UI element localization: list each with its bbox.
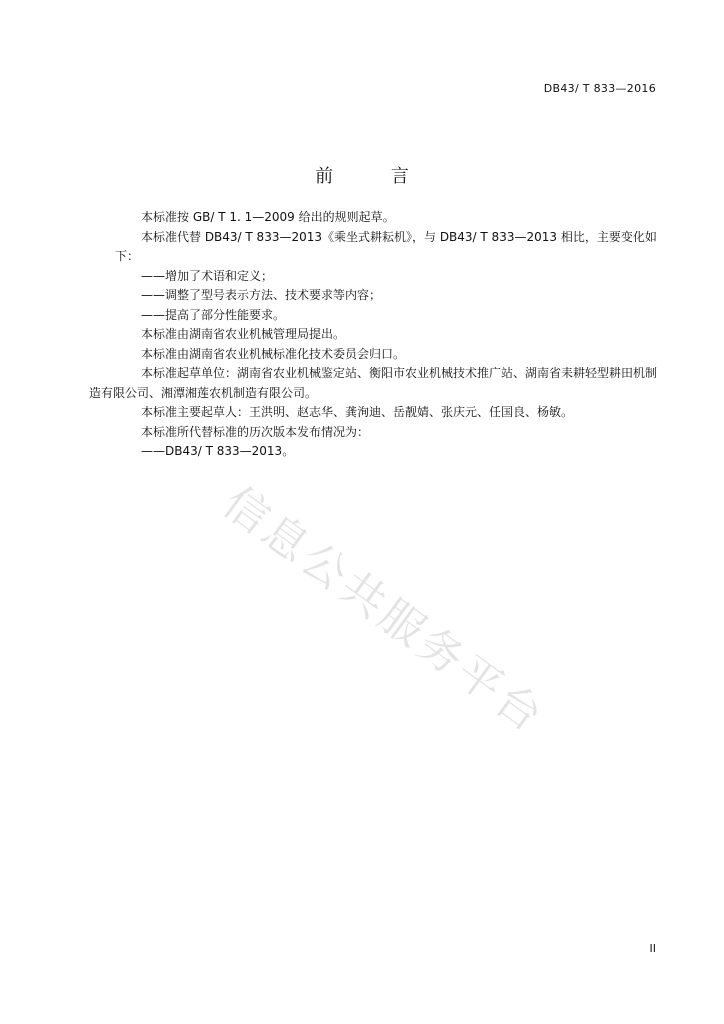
paragraph-drafting-rules: 本标准按 GB/ T 1. 1—2009 给出的规则起草。 bbox=[141, 210, 395, 224]
history-item: ——DB43/ T 833—2013。 bbox=[141, 444, 295, 458]
paragraph-drafters: 本标准主要起草人：王洪明、赵志华、龚洵迪、岳靓婧、张庆元、任国良、杨敏。 bbox=[141, 405, 574, 419]
paragraph-replaces: 本标准代替 DB43/ T 833—2013《乘坐式耕耘机》，与 DB43/ T 833—2013 相比，主要变化如下： bbox=[115, 229, 657, 263]
change-item: ——增加了术语和定义； bbox=[141, 268, 274, 283]
paragraph-proposed-by: 本标准由湖南省农业机械管理局提出。 bbox=[141, 327, 346, 341]
watermark: 信息公共服务平台 bbox=[213, 476, 555, 744]
foreword-body bbox=[89, 208, 659, 462]
paragraph-centralized-by: 本标准由湖南省农业机械标准化技术委员会归口。 bbox=[141, 346, 406, 361]
change-item: ——提高了部分性能要求。 bbox=[141, 307, 286, 322]
change-item: ——调整了型号表示方法、技术要求等内容； bbox=[141, 288, 382, 302]
paragraph-history: 本标准所代替标准的历次版本发布情况为： bbox=[141, 424, 370, 439]
page-title: 前 言 bbox=[315, 166, 435, 188]
page-number: II bbox=[649, 942, 656, 955]
paragraph-drafting-units: 本标准起草单位：湖南省农业机械鉴定站、衡阳市农业机械技术推广站、湖南省耒耕轻型耕田机制造有限公司、湘潭湘莲农机制造有限公司。 bbox=[89, 366, 658, 400]
standard-code: DB43/ T 833—2016 bbox=[543, 82, 656, 95]
